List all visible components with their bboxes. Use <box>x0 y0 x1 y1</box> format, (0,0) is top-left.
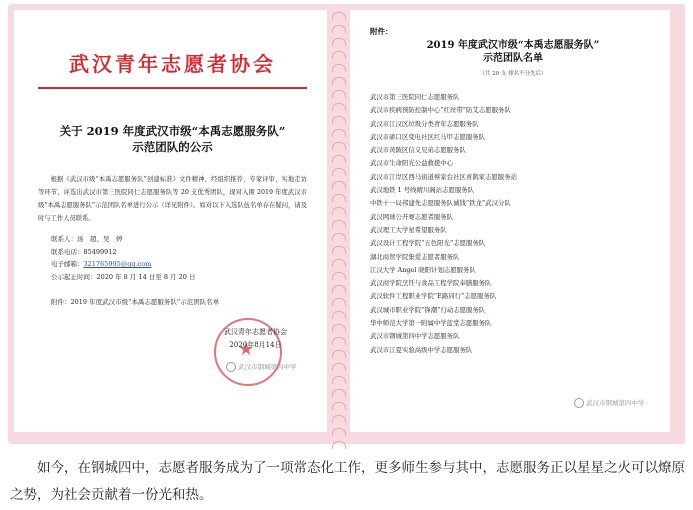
article-caption: 如今，在钢城四中，志愿者服务成为了一项常态化工作，更多师生参与其中，志愿服务正以星星之火可以燎原之势，为社会贡献着一份光和热。 <box>10 460 685 503</box>
list-item: 武汉市第三医院同仁志愿服务队 <box>370 93 460 101</box>
list-item: 武汉城市职业学院“锋潮”行动志愿服务队 <box>370 305 486 314</box>
list-item: 中铁十一局邦建先志愿服务队诚钱“铁龙”武汉分队 <box>370 199 511 208</box>
notice-title: 关于 2019 年度武汉市级“本禹志愿服务队” 示范团队的公示 <box>59 124 286 154</box>
contact-person: 联系人：汤 超、吴 婷 <box>51 235 123 243</box>
right-watermark: 武汉市钢城第四中学 <box>574 398 645 408</box>
publicity-period: 公示起止时间：2020 年 8 月 14 日至 8 月 20 日 <box>51 272 196 281</box>
left-watermark: 武汉市钢城第四中学 <box>226 362 297 372</box>
wechat-icon <box>226 362 236 372</box>
list-item: 武汉市江夏实验高级中学志愿服务队 <box>370 345 473 354</box>
list-item: 武汉市黄陂区信义兄弟志愿服务队 <box>370 146 466 155</box>
signature-date: 2020年8月14日 <box>229 341 282 349</box>
list-item: 武汉市钢城第四中学志愿服务队 <box>370 332 460 341</box>
list-item: 江汉大学 Angel 晓阳计划志愿服务队 <box>370 265 476 274</box>
binding-spine <box>330 12 348 430</box>
team-list <box>370 91 656 357</box>
list-item: 武汉市江汉区垃圾分类青年志愿服务队 <box>370 119 479 128</box>
list-item: 华中师范大学第一附属中学蓝堂志愿服务队 <box>370 319 492 328</box>
list-item: 武汉市生命阳光公益救援中心 <box>370 159 454 168</box>
email-link[interactable]: 321765995@qq.com <box>83 260 152 268</box>
list-item: 湖北商贸学院集爱志愿者服务队 <box>370 252 460 261</box>
association-letterhead: 武汉青年志愿者协会 <box>69 52 276 76</box>
team-list-title: 2019 年度武汉市级“本禹志愿服务队” 示范团队名单 <box>426 40 600 64</box>
list-item: 武汉市疾病预防控制中心“红丝带”防艾志愿服务队 <box>370 106 511 115</box>
list-item: 武汉市江岸区西马街道蔡家台社区喜鹊家志愿服务站 <box>370 172 517 181</box>
notice-body: 根据《武汉市级“本禹志愿服务队”创建标准》文件精神，经组织推荐、专家评审、实地走访等环节，评选出武汉市第三医院同仁志愿服务队等 20 支优秀团队，现对入围 2019 年度武汉市级“本禹志愿服务队”示范团队名单进行公示（详见附件）。如对以下入选队伍名单存在疑问，请及时与工作人员联系。 <box>38 176 307 222</box>
list-item: 武汉地铁 1 号线晴川阁站志愿服务队 <box>370 186 474 195</box>
contact-block <box>38 233 307 283</box>
contact-email: 电子邮箱：321765995@qq.com <box>51 260 152 268</box>
attachment-reference: 附件：2019 年度武汉市级“本禹志愿服务队”示范团队名单 <box>51 298 220 306</box>
attachment-label: 附件： <box>370 27 393 36</box>
list-item: 武汉软件工程职业学院“E路同行”志愿服务队 <box>370 292 497 301</box>
team-list-page <box>350 10 670 432</box>
team-list-note: （共 20 支 排名不分先后） <box>479 71 547 77</box>
list-item: 武汉网球公开赛志愿者服务队 <box>370 212 454 221</box>
signature-block <box>224 326 287 352</box>
signature-org: 武汉青年志愿者协会 <box>224 328 287 336</box>
list-item: 武汉理工大学星希望服务队 <box>370 225 447 234</box>
list-item: 武汉设计工程学院“五色阳光”志愿服务队 <box>370 239 486 248</box>
wechat-icon <box>574 398 584 408</box>
contact-phone: 联系电话：85499912 <box>51 247 117 256</box>
letterhead-divider <box>38 87 307 89</box>
list-item: 武汉商学院烹饪与食品工程学院奉膳服务队 <box>370 279 492 288</box>
list-item: 武汉市硚口区变电社区红马甲志愿服务队 <box>370 132 486 141</box>
